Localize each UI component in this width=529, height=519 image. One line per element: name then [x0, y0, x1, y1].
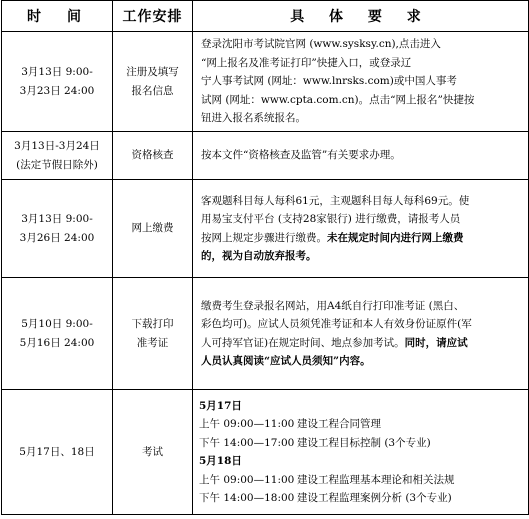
task-cell: [113, 278, 193, 390]
time-line: 5月16日 24:00: [19, 336, 95, 349]
table-row: [2, 132, 529, 180]
table-row: [2, 32, 529, 132]
exam-session: [199, 434, 522, 453]
requirement-cell: [193, 132, 529, 180]
time-line: 3月13日 9:00-: [21, 66, 93, 78]
time-line: (法定节假日除外): [16, 158, 98, 171]
task-cell: [113, 180, 193, 278]
task-line: 网上缴费: [131, 222, 174, 235]
table-row: [2, 278, 529, 390]
time-line: 3月13日-3月24日: [14, 140, 100, 152]
requirement-line: 按本文件“资格核查及监管”有关要求办理。: [201, 149, 401, 162]
requirement-line: 按网上规定步骤进行缴费。: [201, 231, 327, 244]
requirement-bold-text: 未在规定时间内进行网上缴费: [327, 231, 464, 244]
session-time: 上午 09:00—11:00: [199, 418, 295, 430]
time-line: 3月23日 24:00: [19, 84, 95, 97]
time-line: 3月26日 24:00: [19, 231, 95, 244]
requirement-cell: [193, 180, 529, 278]
table-row: [2, 180, 529, 278]
exam-date: 5月18日: [199, 455, 242, 467]
exam-date: 5月17日: [199, 399, 242, 412]
requirement-cell: [193, 32, 529, 132]
task-line: 下载打印: [131, 318, 174, 330]
session-time: 下午 14:00—17:00: [199, 436, 295, 449]
time-line: 3月13日 9:00-: [21, 213, 93, 225]
requirement-line: 缴费考生登录报名网站，用A4纸自行打印准考证 (黑白、: [201, 299, 465, 312]
requirement-bold-text: 人员认真阅读“应试人员须知”内容。: [201, 355, 371, 367]
exam-schedule-cell: [193, 390, 529, 515]
session-time: 下午 14:00—18:00: [199, 492, 295, 504]
requirement-line: 钮进入报名系统报名。: [201, 112, 306, 125]
table-row: [2, 390, 529, 515]
requirement-bold-text: 同时，请应试: [404, 336, 468, 349]
requirement-cell: [193, 278, 529, 390]
time-cell: [2, 132, 113, 180]
session-time: 上午 09:00—11:00: [199, 473, 295, 486]
requirement-line: “网上报名及准考证打印”快捷入口，或登录辽: [201, 56, 412, 69]
task-line: 资格核查: [131, 149, 174, 162]
requirement-line: 试网 (网址：www.cpta.com.cn)。点击“网上报名”快捷按: [201, 93, 475, 106]
task-cell: [113, 32, 193, 132]
task-line: 准考证: [136, 336, 169, 349]
exam-session: [199, 415, 522, 434]
requirement-line: 客观题科目每人每科61元，主观题科目每人每科69元。使: [201, 194, 470, 207]
task-cell: [113, 390, 193, 515]
session-subject: 建设工程监理案例分析 (3个专业): [297, 492, 452, 504]
requirement-line: 宁人事考试网 (网址：www.lnrsks.com)或中国人事考: [201, 75, 457, 88]
task-line: 考试: [142, 445, 163, 458]
time-line: 5月10日 9:00-: [21, 318, 93, 330]
requirement-bold-text: 的，视为自动放弃报考。: [201, 250, 317, 262]
requirement-line: 人可持军官证)在规定时间、地点参加考试。: [201, 336, 405, 349]
header-requirements: 具 体 要 求: [193, 1, 529, 32]
time-cell: [2, 278, 113, 390]
task-line: 注册及填写: [126, 66, 179, 78]
time-line: 5月17日、18日: [19, 445, 95, 458]
exam-session: [199, 489, 522, 508]
session-subject: 建设工程监理基本理论和相关法规: [297, 473, 455, 486]
exam-session: [199, 471, 522, 490]
requirement-line: 登录沈阳市考试院官网 (www.sysksy.cn),点击进入: [201, 38, 441, 51]
table-header-row: [2, 1, 529, 32]
time-cell: [2, 390, 113, 515]
header-time: 时 间: [2, 1, 113, 32]
task-cell: [113, 132, 193, 180]
header-task: 工作安排: [113, 1, 193, 32]
requirement-line: 用易宝支付平台 (支持28家银行) 进行缴费，请报考人员: [201, 213, 461, 225]
task-line: 报名信息: [131, 84, 174, 97]
requirement-line: 彩色均可)。应试人员须凭准考证和本人有效身份证原件(军: [201, 318, 472, 330]
session-subject: 建设工程目标控制 (3个专业): [297, 436, 431, 449]
session-subject: 建设工程合同管理: [297, 418, 381, 430]
time-cell: [2, 32, 113, 132]
time-cell: [2, 180, 113, 278]
exam-schedule-table: [1, 0, 529, 515]
